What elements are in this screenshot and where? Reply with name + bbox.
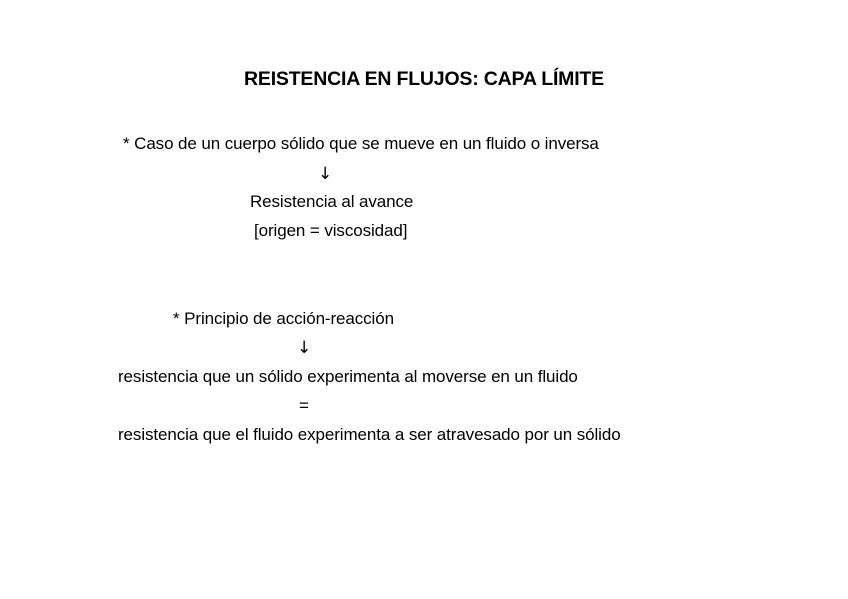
down-arrow-icon: ↓ — [297, 338, 312, 358]
equals-sign: = — [299, 396, 309, 415]
down-arrow-icon: ↓ — [318, 164, 333, 184]
section1-result: Resistencia al avance — [250, 192, 414, 211]
page-title: REISTENCIA EN FLUJOS: CAPA LÍMITE — [244, 68, 604, 90]
section1-heading: * Caso de un cuerpo sólido que se mueve en un fluido o inversa — [123, 134, 599, 153]
section2-line1: resistencia que un sólido experimenta al moverse en un fluido — [118, 367, 578, 386]
section1-note: [origen = viscosidad] — [254, 221, 408, 240]
section2-line2: resistencia que el fluido experimenta a ser atravesado por un sólido — [118, 425, 621, 444]
section2-heading: * Principio de acción-reacción — [173, 309, 394, 328]
